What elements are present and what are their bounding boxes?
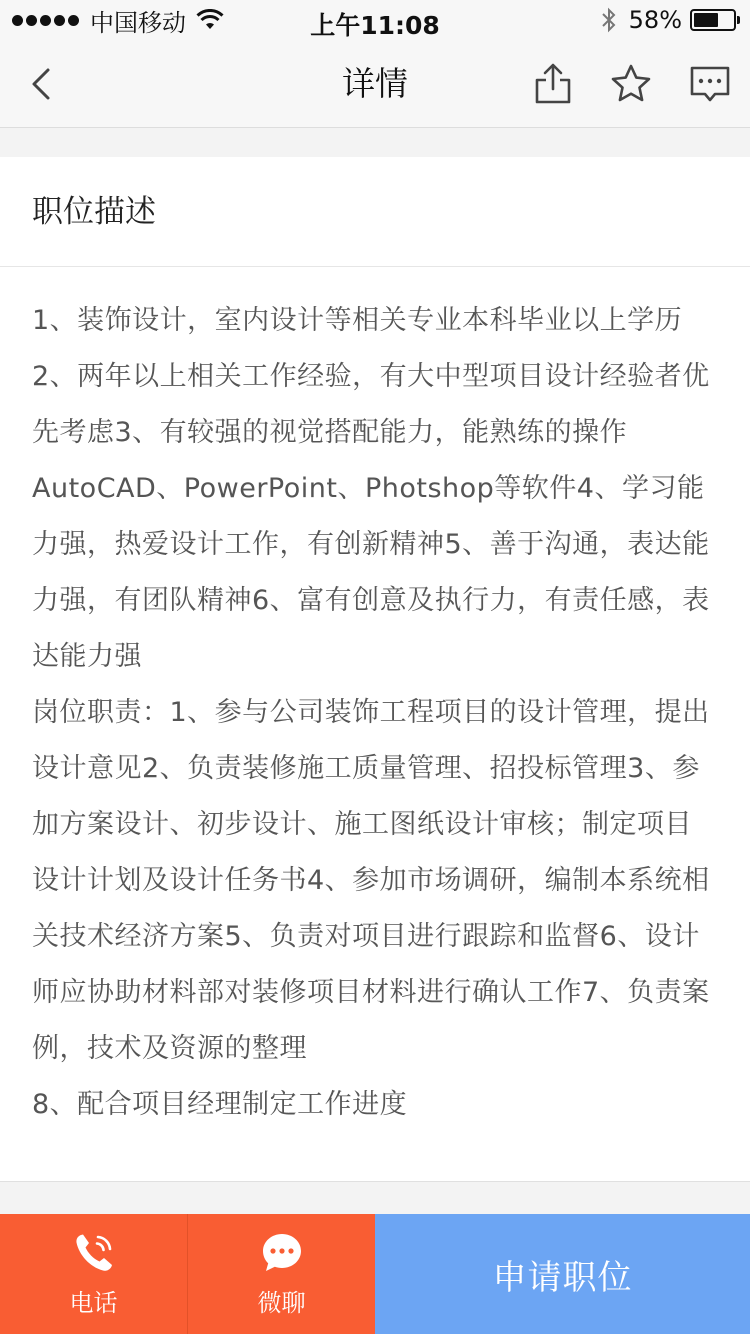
battery-fill xyxy=(694,13,718,27)
section-gap xyxy=(0,129,750,157)
carrier-name: 中国移动 xyxy=(90,8,186,37)
bottom-action-bar xyxy=(0,1214,750,1334)
apply-job-button[interactable] xyxy=(375,1214,750,1334)
apply-label: 申请职位 xyxy=(492,1257,633,1298)
description-paragraph: 岗位职责：1、参与公司装饰工程项目的设计管理，提出设计意见2、负责装修施工质量管理、招投标管理3、参加方案设计、初步设计、施工图纸设计审核；制定项目设计计划及设计任务书4、参加市场调研，编制本系统相关技术经济方案5、负责对项目进行跟踪和监督6、设计师应协助材料部对装修项目材料进行确认工作7、负责案例，技术及资源的整理 xyxy=(32,697,710,1064)
battery-percent: 58% xyxy=(628,6,682,34)
message-icon[interactable] xyxy=(688,62,732,106)
phone-icon xyxy=(72,1231,116,1275)
status-right xyxy=(601,6,736,34)
status-time: 上午11:08 xyxy=(310,11,440,40)
page-title: 详情 xyxy=(342,64,408,103)
section-title: 职位描述 xyxy=(0,157,750,267)
job-description-card xyxy=(0,157,750,1181)
chat-label: 微聊 xyxy=(257,1288,306,1317)
call-button[interactable] xyxy=(0,1214,188,1334)
chat-button[interactable] xyxy=(188,1214,375,1334)
description-paragraph: 1、装饰设计，室内设计等相关专业本科毕业以上学历2、两年以上相关工作经验，有大中型项目设计经验者优先考虑3、有较强的视觉搭配能力，能熟练的操作AutoCAD、PowerPoint、Photshop等软件4、学习能力强，热爱设计工作，有创新精神5、善于沟通，表达能力强，有团队精神6、富有创意及执行力，有责任感，表达能力强 xyxy=(32,305,710,672)
bluetooth-icon xyxy=(601,7,617,33)
battery-icon xyxy=(690,9,736,31)
job-description-text xyxy=(0,267,750,1133)
description-paragraph: 8、配合项目经理制定工作进度 xyxy=(32,1089,408,1120)
nav-bar xyxy=(0,40,750,128)
star-icon[interactable] xyxy=(609,62,653,106)
share-icon[interactable] xyxy=(531,62,575,106)
status-bar xyxy=(0,0,750,40)
chat-bubble-icon xyxy=(260,1231,304,1275)
call-label: 电话 xyxy=(69,1288,118,1317)
section-gap-bottom xyxy=(0,1181,750,1214)
